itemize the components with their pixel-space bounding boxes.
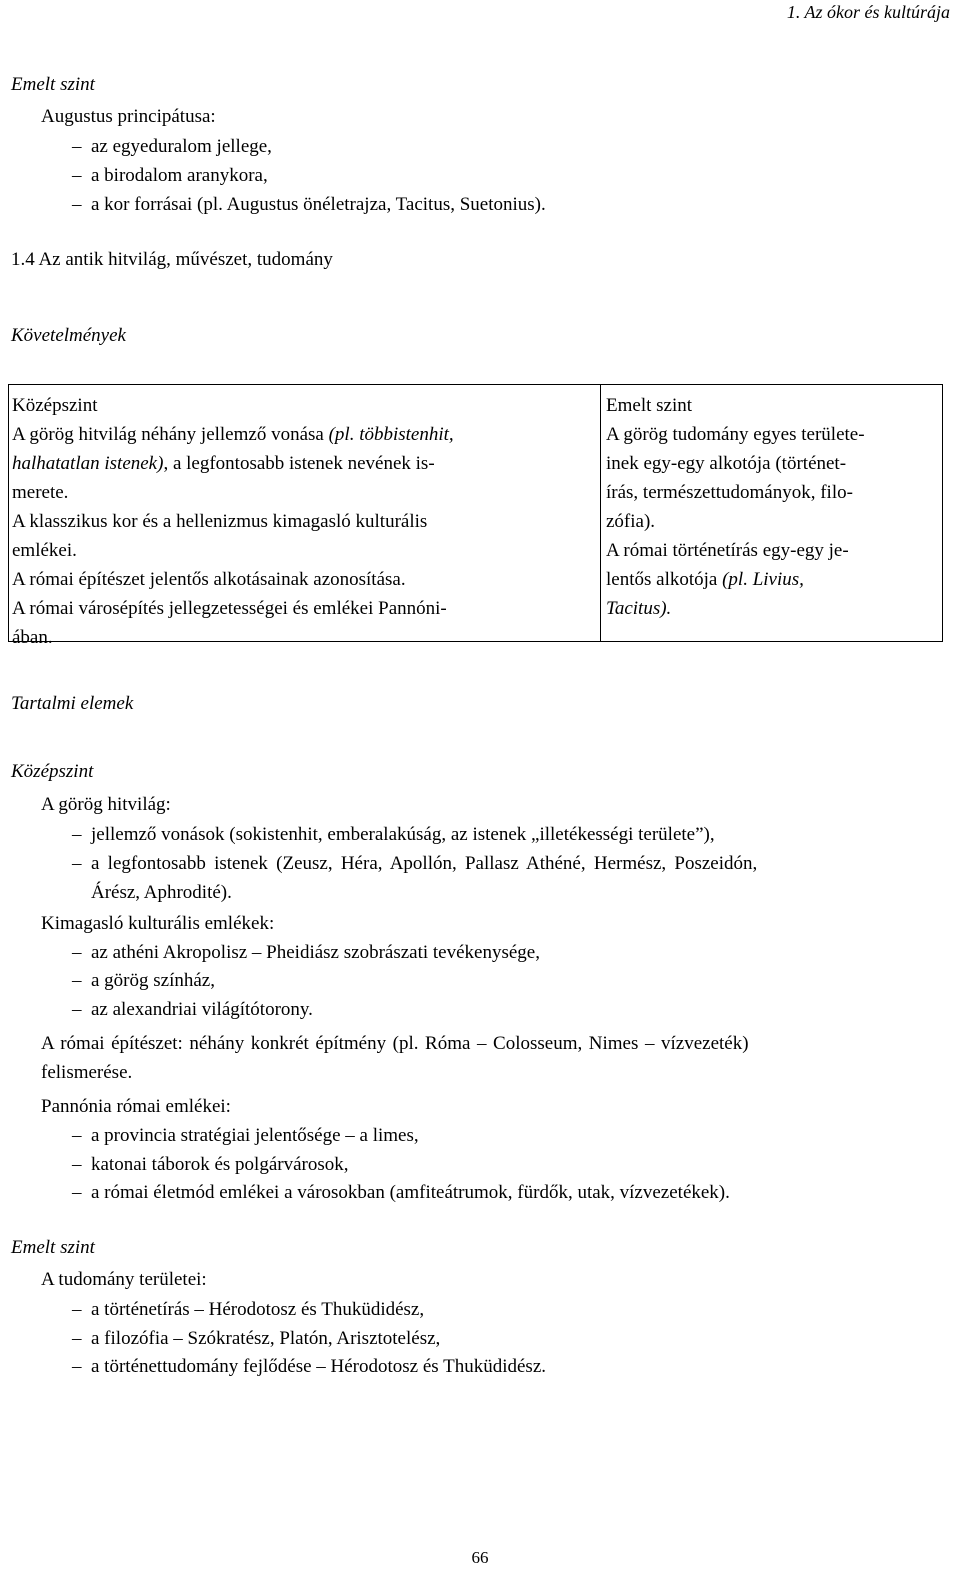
- topic-heading: Augustus principátusa:: [41, 106, 216, 127]
- table-cell-emelt-szint: [606, 391, 936, 623]
- list-item: a görög színház,: [91, 970, 215, 991]
- topic-heading: Pannónia római emlékei:: [41, 1096, 231, 1117]
- cell-line: A görög hitvilág néhány jellemző vonása (pl. többistenhit,: [12, 424, 454, 445]
- list-dash: –: [72, 1182, 82, 1203]
- chapter-header: 1. Az ókor és kultúrája: [786, 2, 950, 22]
- list-item: jellemző vonások (sokistenhit, emberalakúság, az istenek „illetékességi területe”),: [91, 824, 715, 845]
- cell-line: zófia).: [606, 511, 656, 532]
- list-dash: –: [72, 194, 82, 215]
- cell-line: emlékei.: [12, 540, 77, 561]
- list-dash: –: [72, 1125, 82, 1146]
- topic-heading: Kimagasló kulturális emlékek:: [41, 913, 275, 934]
- list-dash: –: [72, 1154, 82, 1175]
- topic-heading: A görög hitvilág:: [41, 794, 171, 815]
- topic-heading: A tudomány területei:: [41, 1269, 207, 1290]
- level-label-emelt: Emelt szint: [11, 1237, 95, 1258]
- level-label-kozepszint: Középszint: [11, 761, 94, 782]
- list-dash: –: [72, 1356, 82, 1377]
- list-item: az alexandriai világítótorony.: [91, 999, 313, 1020]
- section-title: 1.4 Az antik hitvilág, művészet, tudomány: [11, 249, 333, 270]
- table-cell-kozepszint: [12, 391, 592, 652]
- list-dash: –: [72, 165, 82, 186]
- list-dash: –: [72, 1299, 82, 1320]
- list-dash: –: [72, 970, 82, 991]
- requirements-table: [8, 384, 943, 648]
- table-divider: [600, 385, 601, 641]
- cell-line: halhatatlan istenek), a legfontosabb istenek nevének is-: [12, 453, 435, 474]
- list-item: a történettudomány fejlődése – Hérodotosz és Thuküdidész.: [91, 1356, 546, 1377]
- list-item: az athéni Akropolisz – Pheidiász szobrászati tevékenysége,: [91, 942, 540, 963]
- cell-line: lentős alkotója (pl. Livius,: [606, 569, 804, 590]
- cell-line: merete.: [12, 482, 69, 503]
- list-item: a provincia stratégiai jelentősége – a limes,: [91, 1125, 419, 1146]
- level-label-emelt: Emelt szint: [11, 74, 95, 95]
- list-dash: –: [72, 136, 82, 157]
- paragraph-line: A római építészet: néhány konkrét építmény (pl. Róma – Colosseum, Nimes – vízvezeték): [41, 1033, 749, 1054]
- list-dash: –: [72, 824, 82, 845]
- list-item: a filozófia – Szókratész, Platón, Arisztotelész,: [91, 1328, 441, 1349]
- cell-line: írás, természettudományok, filo-: [606, 482, 853, 503]
- list-item: az egyeduralom jellege,: [91, 136, 272, 157]
- cell-line: A római történetírás egy-egy je-: [606, 540, 849, 561]
- cell-line: inek egy-egy alkotója (történet-: [606, 453, 847, 474]
- cell-line: ában.: [12, 627, 53, 648]
- cell-line: A római építészet jelentős alkotásainak azonosítása.: [12, 569, 406, 590]
- list-dash: –: [72, 942, 82, 963]
- list-item-continuation: Árész, Aphrodité).: [91, 882, 232, 903]
- list-dash: –: [72, 999, 82, 1020]
- paragraph-line: felismerése.: [41, 1062, 133, 1083]
- cell-line: Tacitus).: [606, 598, 672, 619]
- list-item: a kor forrásai (pl. Augustus önéletrajza, Tacitus, Suetonius).: [91, 194, 546, 215]
- list-dash: –: [72, 1328, 82, 1349]
- cell-level-label: Középszint: [12, 395, 98, 416]
- cell-level-label: Emelt szint: [606, 395, 693, 416]
- list-item: a római életmód emlékei a városokban (amfiteátrumok, fürdők, utak, vízvezetékek).: [91, 1182, 730, 1203]
- cell-line: A görög tudomány egyes területe-: [606, 424, 865, 445]
- list-dash: –: [72, 853, 82, 874]
- requirements-label: Követelmények: [11, 325, 126, 346]
- page-number: 66: [471, 1548, 489, 1567]
- list-item: katonai táborok és polgárvárosok,: [91, 1154, 349, 1175]
- cell-line: A római városépítés jellegzetességei és emlékei Pannóni-: [12, 598, 447, 619]
- list-item: a legfontosabb istenek (Zeusz, Héra, Apollón, Pallasz Athéné, Hermész, Poszeidón,: [91, 853, 758, 874]
- cell-line: A klasszikus kor és a hellenizmus kimagasló kulturális: [12, 511, 428, 532]
- list-item: a birodalom aranykora,: [91, 165, 268, 186]
- content-label: Tartalmi elemek: [11, 693, 134, 714]
- list-item: a történetírás – Hérodotosz és Thuküdidész,: [91, 1299, 425, 1320]
